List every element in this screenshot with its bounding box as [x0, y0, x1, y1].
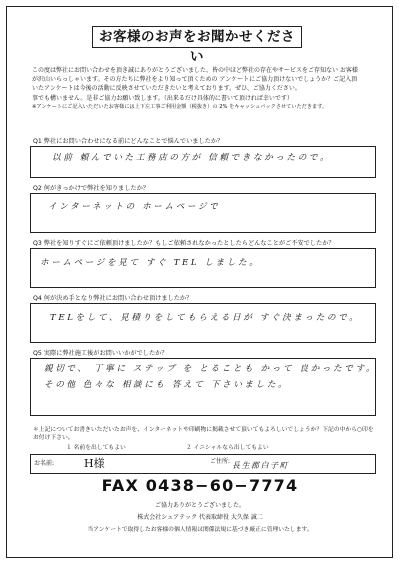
- thanks-text: ご協力ありがとうございました。: [154, 502, 245, 509]
- intro-line: 事でも構いません。是非ご協力お願い致します。（出来るだけ具体的に書いて頂ければ幸いです）: [32, 94, 293, 102]
- intro-note: ※アンケートにご記入いただいたお客様には上下左工事ご利用金額（税抜き）の 2% をキャッシュバックさせていただきます。: [32, 103, 328, 110]
- answer-4-text: TELをして、見積りをしてもらえる日が すぐ決まったので。: [50, 313, 361, 323]
- publish-question-line: ＊上記についてお書きいただいたお声を、インターネットや印刷物に掲載させて頂いてもよろしいでしょうか？下記の中から○印を: [33, 427, 374, 433]
- publish-question-line: お付け下さい。: [33, 435, 74, 441]
- company-name: 株式会社シェアテック 代表取締役 大久保 誠二: [137, 514, 263, 521]
- fax-number: FAX 0438−60−7774: [101, 476, 299, 495]
- answer-3-text: ホームページを見て すぐ TEL しました。: [40, 258, 261, 268]
- answer-box-2: [30, 193, 376, 233]
- publish-question: [33, 426, 374, 442]
- option-name-ok[interactable]: １ 名前を出してもよい: [66, 445, 126, 451]
- survey-title: お客様のお声をお聞かせください: [92, 26, 302, 48]
- answer-box-4: [30, 303, 376, 343]
- question-1-label: Q1 弊社にお問い合わせになる前にどんなことで悩んでいましたか？: [33, 138, 224, 145]
- name-value: H様: [84, 457, 105, 470]
- privacy-note: 当アンケートで取得したお客様の個人情報は関係法規に基づき厳正に管理いたします。: [87, 527, 313, 533]
- option-initial-ok[interactable]: ２ イニシャルなら出してもよい: [186, 445, 269, 451]
- answer-1-text: 以前 頼んでいた工務店の方が 信頼できなかったので。: [52, 153, 332, 163]
- answer-box-3: [30, 248, 376, 288]
- intro-line: いたアンケートは今後の活動に反映させていただきたいと考えております。ぜひ、ご協力ください。: [32, 85, 301, 93]
- intro-text: [32, 66, 377, 112]
- name-label: お名前:: [34, 460, 55, 467]
- address-label: ご住所:: [210, 458, 231, 465]
- question-2-label: Q2 何がきっかけで弊社を知りましたか？: [33, 185, 149, 192]
- answer-5-text: 親切で、 丁寧に ステップ を とることも かって 良かったです。: [44, 364, 378, 374]
- answer-2-text: インターネットの ホームページで: [48, 202, 221, 212]
- answer-5-text-line2: その他 色々な 相談にも 答えて 下さいました。: [44, 380, 290, 390]
- address-value: 長生郡白子町: [232, 461, 289, 470]
- question-4-label: Q4 何が決め手となり弊社にお問い合わせ頂けましたか？: [33, 295, 193, 302]
- question-3-label: Q3 弊社を知りすぐにご依頼頂けましたか？もしご依頼されなかったとしたらどんなことがご不安でしたか？: [33, 240, 335, 247]
- name-address-box: [30, 454, 376, 474]
- question-5-label: Q5 実際に弊社施工後がお問いいかがでしたか？: [33, 350, 168, 357]
- intro-line: が沢山いらっしゃいます。その方たちに弊社をより知って頂くための アンケートにご協力頂けないでしょうか？ご記入頂: [32, 76, 358, 84]
- intro-line: この度は弊社にお問い合わせを頂き誠にありがとうございました。皆の中ほど弊社の存在やサービスをご存知ない お客様: [32, 67, 358, 74]
